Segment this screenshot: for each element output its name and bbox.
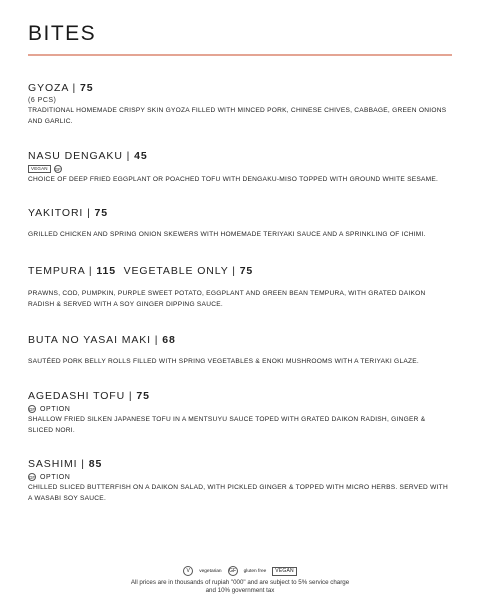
item-heading: NASU DENGAKU | 45 (28, 150, 148, 162)
gluten-free-option (28, 472, 452, 482)
item-heading: SASHIMI | 85 (28, 458, 103, 470)
menu-item-yakitori (28, 207, 452, 240)
item-name-variant: VEGETABLE ONLY (123, 265, 229, 277)
item-price: 68 (162, 334, 176, 346)
menu-item-gyoza (28, 82, 452, 127)
item-price: 115 (96, 265, 116, 277)
diet-legend (0, 566, 480, 576)
menu-item-sashimi (28, 458, 452, 504)
item-name: TEMPURA (28, 265, 86, 277)
item-description: SAUTÉED PORK BELLY ROLLS FILLED WITH SPRING VEGETABLES & ENOKI MUSHROOMS WITH A TERIYAKI GLAZE. (28, 358, 420, 365)
item-heading: YAKITORI | 75 (28, 207, 108, 219)
item-price: 75 (136, 390, 150, 402)
menu-item-tempura (28, 265, 452, 310)
item-price: 75 (79, 82, 94, 94)
diet-badges (28, 164, 452, 174)
item-description: CHILLED SLICED BUTTERFISH ON A DAIKON SALAD, WITH PICKLED GINGER & TOPPED WITH MICRO HERBS. SERVED WITH A WASABI SOY SAUCE. (28, 484, 448, 502)
item-description: CHOICE OF DEEP FRIED EGGPLANT OR POACHED TOFU WITH DENGAKU-MISO TOPPED WITH GROUND WHITE SESAME. (28, 176, 439, 183)
item-heading: AGEDASHI TOFU | 75 (28, 390, 150, 402)
title-divider (28, 54, 452, 56)
page-title: BITES (28, 22, 97, 45)
item-name: GYOZA (28, 82, 69, 94)
price-note-line2: and 10% government tax (205, 587, 275, 594)
gluten-free-icon: GF (28, 406, 36, 412)
menu-item-nasu-dengaku (28, 150, 452, 185)
item-portion: (6 PCS) (28, 97, 57, 104)
gluten-free-icon: GF (54, 166, 61, 172)
item-price-variant: 75 (239, 265, 254, 277)
item-heading: TEMPURA | 115 VEGETABLE ONLY | 75 (28, 265, 254, 277)
item-name: NASU DENGAKU (28, 150, 123, 162)
gluten-free-option (28, 404, 452, 414)
item-description: PRAWNS, COD, PUMPKIN, PURPLE SWEET POTATO, EGGPLANT AND GREEN BEAN TEMPURA, WITH GRATED DAIKON RADISH & SERVED WITH A SOY GINGER DIPPING SAUCE. (28, 290, 426, 308)
item-name: YAKITORI (28, 207, 84, 219)
option-label: OPTION (40, 405, 71, 413)
price-note-line1: All prices are in thousands of rupiah "000" and are subject to 5% service charge (130, 579, 350, 586)
item-heading: BUTA NO YASAI MAKI | 68 (28, 334, 176, 346)
item-name: SASHIMI (28, 458, 78, 470)
item-name: AGEDASHI TOFU (28, 390, 126, 402)
item-description: TRADITIONAL HOMEMADE CRISPY SKIN GYOZA FILLED WITH MINCED PORK, CHINESE CHIVES, CABBAGE, GREEN ONIONS AND GARLIC. (28, 107, 447, 125)
vegetarian-icon: V (183, 566, 193, 576)
item-description: SHALLOW FRIED SILKEN JAPANESE TOFU IN A MENTSUYU SAUCE TOPED WITH GRATED DAIKON RADISH, GINGER & SLICED NORI. (28, 416, 426, 434)
menu-item-agedashi-tofu (28, 390, 452, 436)
item-name: BUTA NO YASAI MAKI (28, 334, 151, 346)
vegetarian-label: vegetarian (199, 568, 222, 574)
menu-item-buta-no-yasai-maki (28, 334, 452, 367)
gluten-free-icon: GF (229, 568, 237, 574)
item-price: 45 (134, 150, 148, 162)
item-heading: GYOZA | 75 (28, 82, 94, 94)
item-description: GRILLED CHICKEN AND SPRING ONION SKEWERS WITH HOMEMADE TERIYAKI SAUCE AND A SPRINKLING OF ICHIMI. (28, 231, 426, 238)
option-label: OPTION (40, 473, 71, 481)
item-price: 85 (88, 458, 103, 470)
vegan-badge: VEGAN (28, 165, 51, 173)
gluten-free-label: gluten free (243, 568, 267, 574)
item-price: 75 (94, 207, 108, 219)
vegan-badge: VEGAN (272, 567, 297, 576)
gluten-free-icon: GF (28, 474, 36, 480)
